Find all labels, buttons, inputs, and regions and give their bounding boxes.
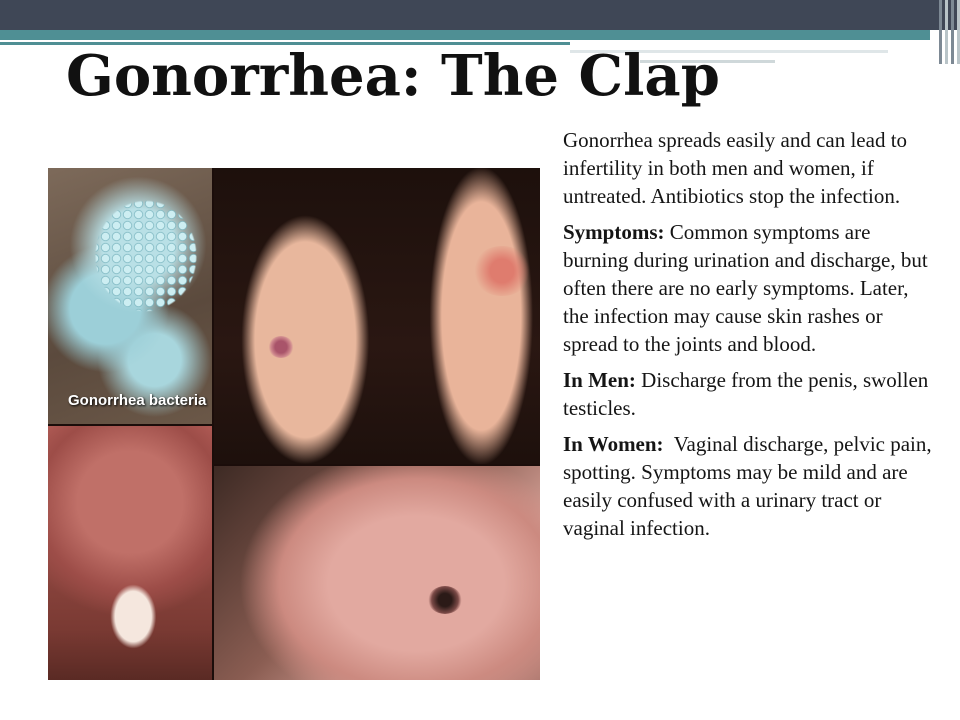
corner-stripes xyxy=(932,0,960,64)
paragraph-women xyxy=(563,430,935,542)
photo-collage xyxy=(48,168,540,680)
foot-lesion-photo xyxy=(214,466,540,680)
slide-body xyxy=(563,126,935,550)
paragraph-text: Common symptoms are burning during urination and discharge, but often there are no early symptoms. Later, the infection may cause skin rashes or spread to the joints and blood. xyxy=(563,220,928,356)
bacteria-caption: Gonorrhea bacteria xyxy=(68,392,207,409)
header-accent-bar xyxy=(0,30,930,40)
paragraph-text: Discharge from the penis, swollen testicles. xyxy=(563,368,929,420)
bacteria-cluster xyxy=(56,176,206,376)
paragraph-text: Vaginal discharge, pelvic pain, spotting. Symptoms may be mild and are easily confused with a urinary tract or vaginal infection. xyxy=(563,432,932,540)
bacteria-photo xyxy=(48,168,212,424)
paragraph-text: Gonorrhea spreads easily and can lead to infertility in both men and women, if untreated. Antibiotics stop the infection. xyxy=(563,128,908,208)
paragraph-label: In Women: xyxy=(563,432,664,456)
header-bar xyxy=(0,0,960,30)
paragraph-intro xyxy=(563,126,935,210)
paragraph-symptoms xyxy=(563,218,935,358)
slide-title: Gonorrhea: The Clap xyxy=(66,43,720,109)
discharge-photo xyxy=(48,426,212,680)
paragraph-men xyxy=(563,366,935,422)
paragraph-label: Symptoms: xyxy=(563,220,665,244)
skin-redness xyxy=(472,246,532,296)
hands-rash-photo xyxy=(214,168,540,464)
skin-lesion-dark xyxy=(428,586,462,614)
skin-lesion xyxy=(268,336,294,358)
paragraph-label: In Men: xyxy=(563,368,636,392)
